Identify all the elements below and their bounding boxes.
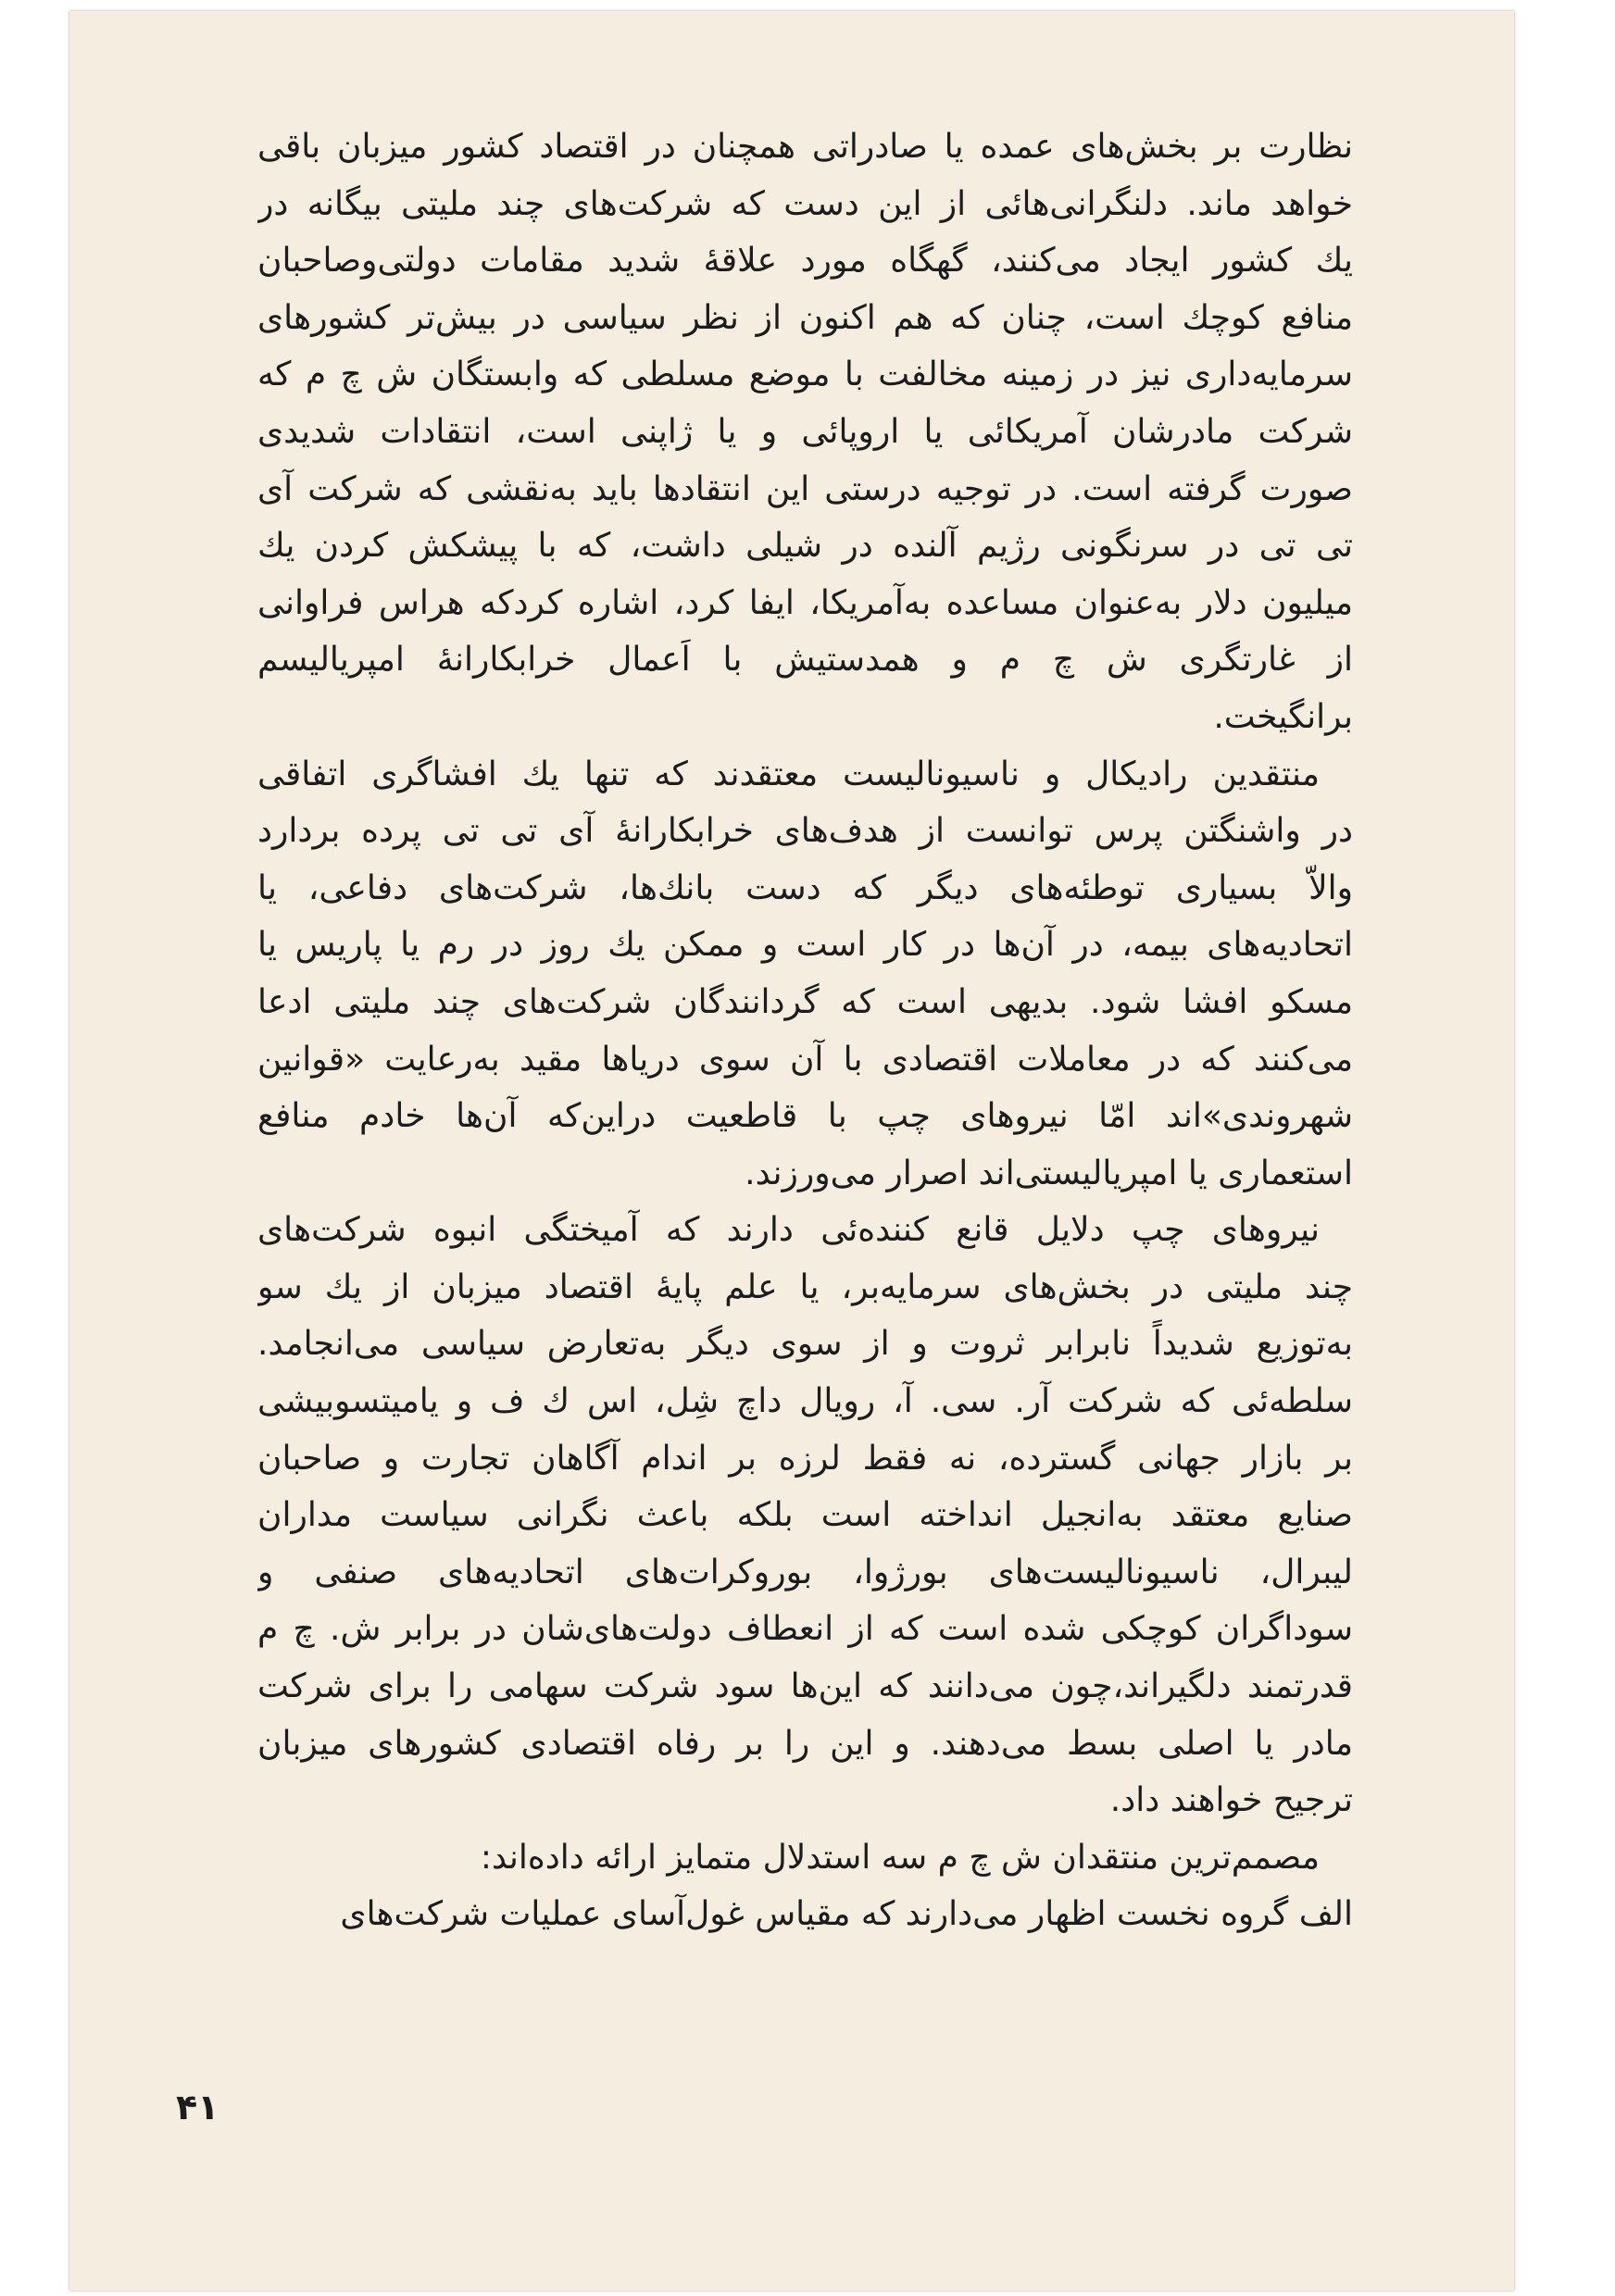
text-line: ترجیح خواهند داد. <box>1109 1781 1353 1820</box>
text-line: قدرتمند دلگیراند،چون می‌دانند که این‌ها سود شرکت سهامی را برای شرکت <box>257 1667 1353 1706</box>
text-line: منافع کوچك است، چنان که هم اکنون از نظر سیاسی در بیش‌تر کشورهای <box>257 298 1353 337</box>
text-line: نیروهای چپ دلایل قانع کننده‌ئی دارند که آمیختگی انبوه شرکت‌های <box>257 1211 1320 1250</box>
text-line: تی تی در سرنگونی رژیم آلنده در شیلی داشت، که با پیشکش کردن یك <box>257 527 1353 566</box>
text-line: یك کشور ایجاد می‌کنند، گهگاه مورد علاقهٔ شدید مقامات دولتی‌وصاحبان <box>257 242 1353 281</box>
text-line: شرکت مادرشان آمریکائی یا اروپائی و یا ژاپنی است، انتقادات شدیدی <box>257 412 1353 451</box>
text-line: بر بازار جهانی گسترده، نه فقط لرزه بر اندام آگاهان تجارت و صاحبان <box>257 1439 1353 1478</box>
text-line: مصمم‌ترین منتقدان ش چ م سه استدلال متمایز ارائه داده‌اند: <box>480 1838 1320 1877</box>
text-line: به‌توزیع شدیداً نابرابر ثروت و از سوی دیگر به‌تعارض سیاسی می‌انجامد. <box>257 1325 1353 1364</box>
text-line: سوداگران کوچکی شده است که از انعطاف دولت‌های‌شان در برابر ش. چ م <box>257 1610 1353 1649</box>
text-line: منتقدین رادیکال و ناسیونالیست معتقدند که تنها یك افشاگری اتفاقی <box>257 755 1320 793</box>
text-line: نظارت بر بخش‌های عمده یا صادراتی همچنان در اقتصاد کشور میزبان باقی <box>257 128 1353 166</box>
text-line: الف گروه نخست اظهار می‌دارند که مقیاس غول‌آسای عملیات شرکت‌های <box>340 1895 1353 1934</box>
text-line: استعماری یا امپریالیستی‌اند اصرار می‌ورزند. <box>745 1154 1353 1192</box>
text-line: شهروندی»اند امّا نیروهای چپ با قاطعیت دراین‌که آن‌ها خادم منافع <box>257 1097 1353 1136</box>
page-number: ۴۱ <box>176 2087 219 2128</box>
text-line: می‌کنند که در معاملات اقتصادی با آن سوی دریاها مقید به‌رعایت «قوانین <box>257 1040 1353 1079</box>
text-line: مادر یا اصلی بسط می‌دهند. و این را بر رفاه اقتصادی کشورهای میزبان <box>257 1724 1353 1763</box>
text-line: صنایع معتقد به‌انجیل انداخته است بلکه باعث نگرانی سیاست مداران <box>257 1496 1353 1535</box>
text-line: برانگیخت. <box>1213 697 1353 736</box>
text-line: چند ملیتی در بخش‌های سرمایه‌بر، یا علم پایهٔ اقتصاد میزبان از یك سو <box>257 1267 1353 1306</box>
text-line: میلیون دلار به‌عنوان مساعده به‌آمریکا، ایفا کرد، اشاره کردکه هراس فراوانی <box>257 583 1353 622</box>
text-line: والاّ بسیاری توطئه‌های دیگر که دست بانك‌ها، شرکت‌های دفاعی، یا <box>257 868 1353 907</box>
text-line: سلطه‌ئی که شرکت آر. سی. آ، رویال داچ شِل، اس ك ف و یامیتسوبیشی <box>257 1382 1353 1421</box>
body-text <box>257 119 1353 1943</box>
text-line: اتحادیه‌های بیمه، در آن‌ها در کار است و ممکن یك روز در رم یا پاریس یا <box>257 926 1353 965</box>
text-line: از غارتگری ش چ م و همدستیش با اَعمال خرابکارانهٔ امپریالیسم <box>257 641 1353 680</box>
text-line: لیبرال، ناسیونالیست‌های بورژوا، بوروکرات‌های اتحادیه‌های صنفی و <box>257 1553 1353 1591</box>
text-line: در واشنگتن پرس توانست از هدف‌های خرابکارانهٔ آی تی تی پرده بردارد <box>257 812 1353 851</box>
text-line: سرمایه‌داری نیز در زمینه مخالفت با موضع مسلطی که وابستگان ش چ م که <box>257 356 1353 394</box>
text-line: مسکو افشا شود. بدیهی است که گردانندگان شرکت‌های چند ملیتی ادعا <box>257 982 1353 1021</box>
text-line: خواهد ماند. دلنگرانی‌هائی از این دست که شرکت‌های چند ملیتی بیگانه در <box>257 184 1353 223</box>
text-line: صورت گرفته است. در توجیه درستی این انتقادها باید به‌نقشی که شرکت آی <box>257 469 1353 508</box>
